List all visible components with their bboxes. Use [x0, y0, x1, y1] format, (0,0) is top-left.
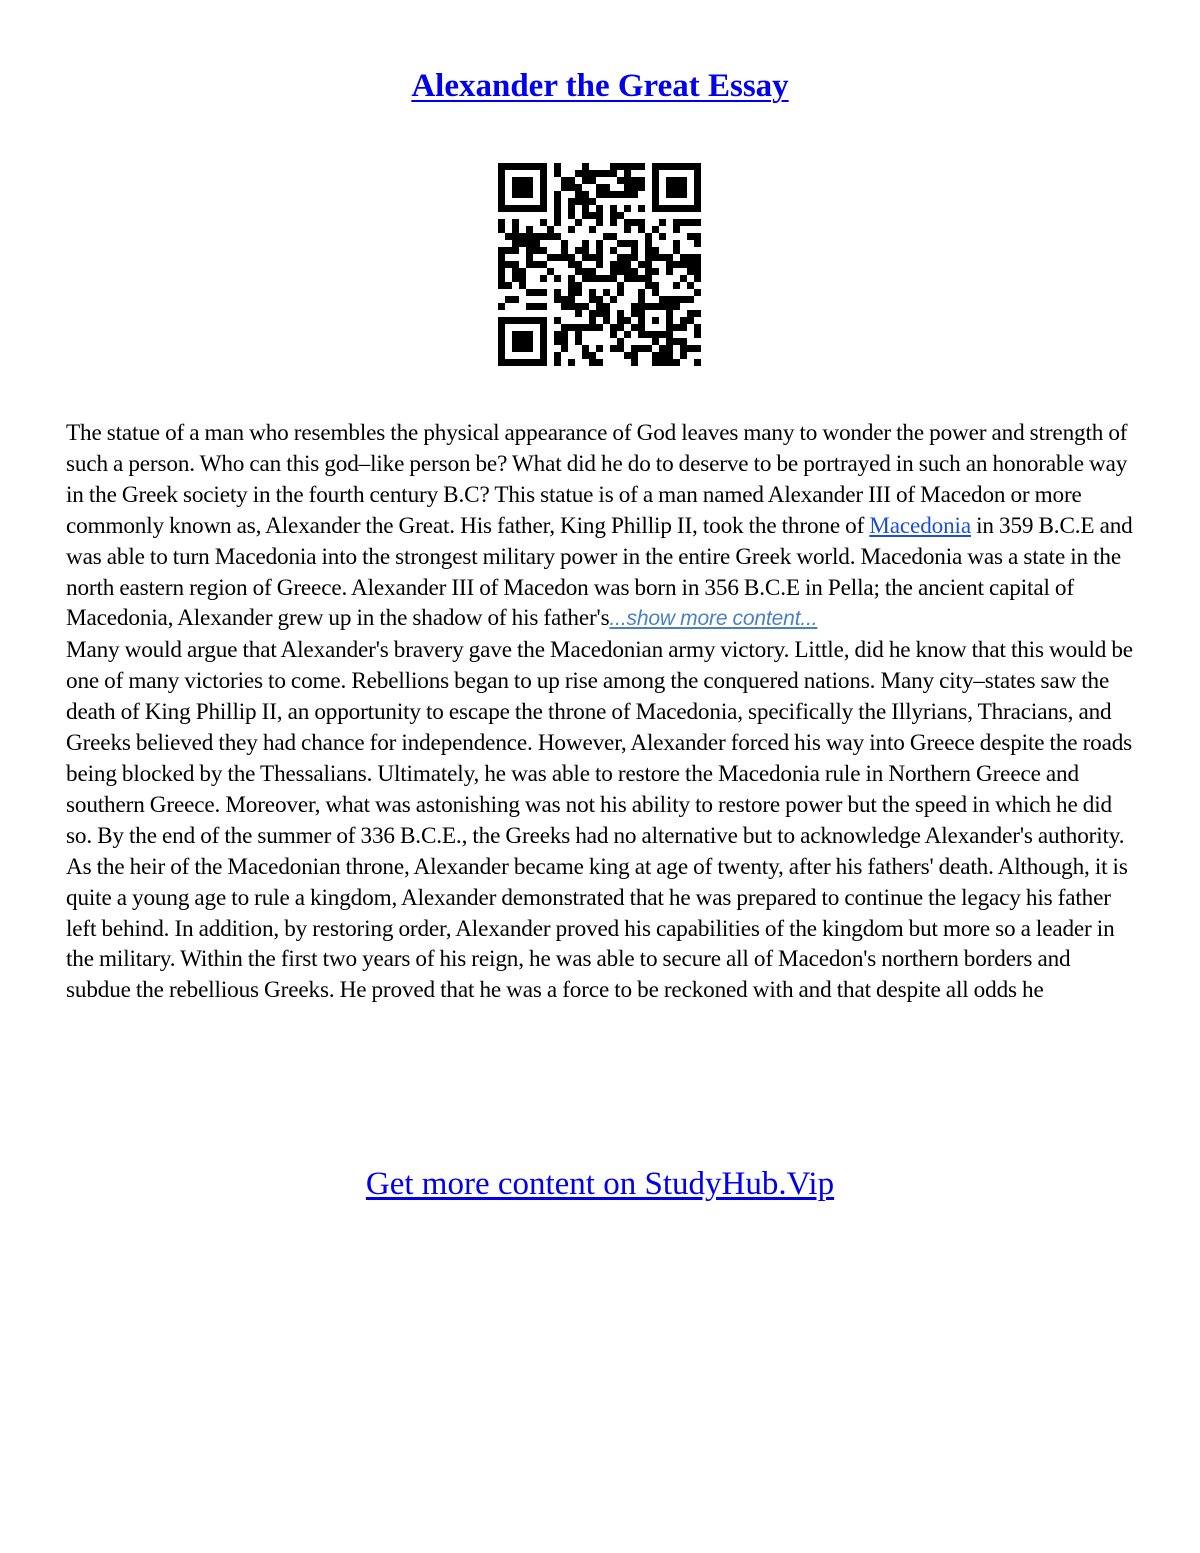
- page-title: [0, 62, 1200, 110]
- essay-body: [66, 418, 1138, 1006]
- macedonia-link[interactable]: Macedonia: [869, 512, 971, 539]
- get-more-content-link[interactable]: Get more content on StudyHub.Vip: [365, 1166, 835, 1202]
- essay-text-part-1: The statue of a man who resembles the physical appearance of God leaves many to wonder the power and strength of such a person. Who can this god–like person be? What did he do to deserve to be portrayed in such an honorable way in the Greek society in the fourth century B.C? This statue is of a man named Alexander III of Macedon or more commonly known as, Alexander the Great. His father, King Phillip II, took the throne of: [66, 420, 1128, 539]
- footer: [0, 1162, 1200, 1206]
- title-link[interactable]: Alexander the Great Essay: [411, 68, 789, 104]
- qr-code-icon: [498, 163, 701, 366]
- essay-text-part-3: Many would argue that Alexander's bravery gave the Macedonian army victory. Little, did he know that this would be one of many victories to come. Rebellions began to up rise among the conquered nations. Many city–states saw the death of King Phillip II, an opportunity to escape the throne of Macedonia, specifically the Illyrians, Thracians, and Greeks believed they had chance for independence. However, Alexander forced his way into Greece despite the roads being blocked by the Thessalians. Ultimately, he was able to restore the Macedonia rule in Northern Greece and southern Greece. Moreover, what was astonishing was not his ability to restore power but the speed in which he did so. By the end of the summer of 336 B.C.E., the Greeks had no alternative but to acknowledge Alexander's authority. As the heir of the Macedonian throne, Alexander became king at age of twenty, after his fathers' death. Although, it is quite a young age to rule a kingdom, Alexander demonstrated that he was prepared to continue the legacy his father left behind. In addition, by restoring order, Alexander proved his capabilities of the kingdom but more so a leader in the military. Within the first two years of his reign, he was able to secure all of Macedon's northern borders and subdue the rebellious Greeks. He proved that he was a force to be reckoned with and that despite all odds he: [66, 637, 1133, 1004]
- essay-text-part-2: in 359 B.C.E and was able to turn Macedonia into the strongest military power in the entire Greek world. Macedonia was a state in the north eastern region of Greece. Alexander III of Macedon was born in 356 B.C.E in Pella; the ancient capital of Macedonia, Alexander grew up in the shadow of his father's: [66, 512, 1133, 632]
- show-more-link[interactable]: ...show more content...: [609, 607, 818, 631]
